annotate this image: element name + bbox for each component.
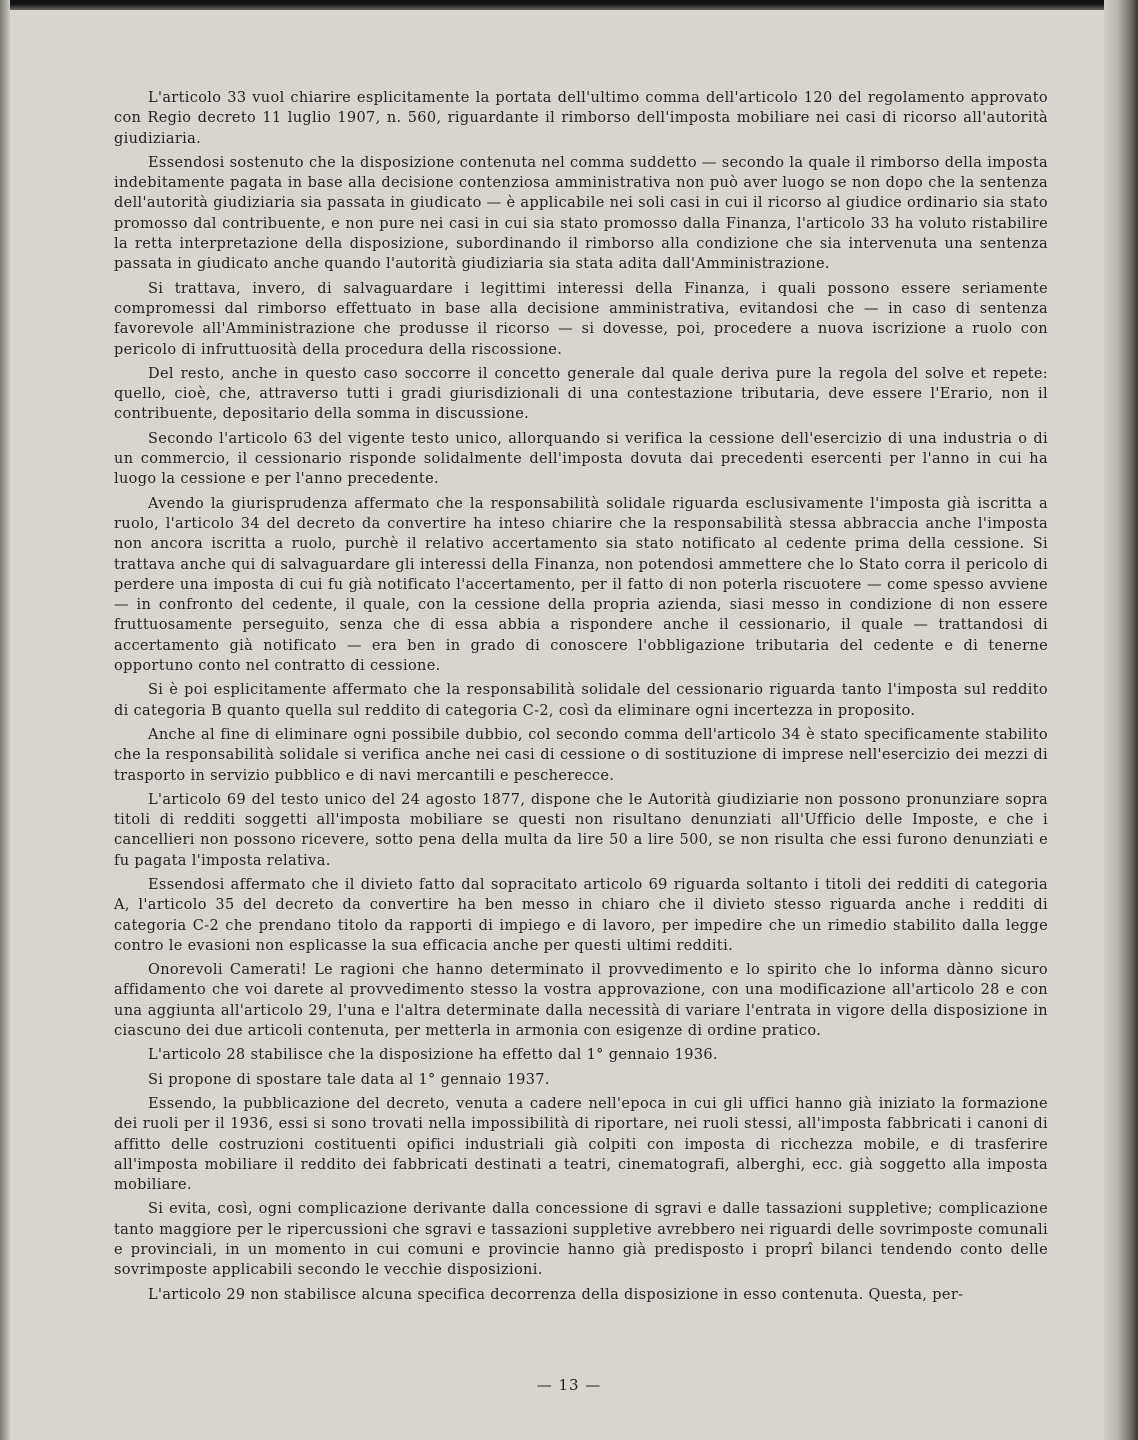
paragraph: L'articolo 33 vuol chiarire esplicitamente la portata dell'ultimo comma dell'articolo 120 del regolamento approvato con Regio decreto 11 luglio 1907, n. 560, riguardante il rimborso dell'imposta mobiliare nei casi di ricorso all'autorità giudiziaria. — [114, 90, 1048, 147]
paragraph: Si evita, così, ogni complicazione derivante dalla concessione di sgravi e dalle tassazioni suppletive; complicazione tanto maggiore per le ripercussioni che sgravi e tassazioni suppletive avrebbero nei riguardi delle sovrimposte comunali e provinciali, in un momento in cui comuni e provincie hanno già predisposto i proprî bilanci tendendo conto delle sovrimposte applicabili secondo le vecchie disposizioni. — [114, 1201, 1048, 1279]
paragraph: Secondo l'articolo 63 del vigente testo unico, allorquando si verifica la cessione dell'esercizio di una industria o di un commercio, il cessionario risponde solidalmente dell'imposta dovuta dai precedenti esercenti per l'anno in cui ha luogo la cessione e per l'anno precedente. — [114, 430, 1048, 488]
paragraph: Del resto, anche in questo caso soccorre il concetto generale dal quale deriva pure la regola del solve et repete: quello, cioè, che, attraverso tutti i gradi giurisdizionali di una contestazione tributaria, deve essere l'Erario, non il contribuente, depositario della somma in discussione. — [114, 365, 1048, 423]
page-number: — 13 — — [536, 1376, 602, 1394]
paragraph: Essendo, la pubblicazione del decreto, venuta a cadere nell'epoca in cui gli uffici hanno già iniziato la formazione dei ruoli per il 1936, essi si sono trovati nella impossibilità di riportare, nei ruoli stessi, all'imposta fabbricati i canoni di affitto delle costruzioni costituenti opifici industriali già colpiti con imposta di ricchezza mobile, e di trasferire all'imposta mobiliare il reddito dei fabbricati destinati a teatri, cinematografi, alberghi, ecc. già soggetto alla imposta mobiliare. — [114, 1095, 1048, 1194]
paragraph: L'articolo 29 non stabilisce alcuna specifica decorrenza della disposizione in esso contenuta. Questa, per- — [148, 1286, 964, 1303]
scan-left-edge — [0, 0, 10, 1440]
paragraph: L'articolo 28 stabilisce che la disposizione ha effetto dal 1° gennaio 1936. — [148, 1047, 718, 1064]
paragraph: Onorevoli Camerati! Le ragioni che hanno determinato il provvedimento e lo spirito che lo informa dànno sicuro affidamento che voi darete al provvedimento stesso la vostra approvazione, con una modificazione all'articolo 28 e con una aggiunta all'articolo 29, l'una e l'altra determinate dalla necessità di variare l'entrata in vigore della disposizione in ciascuno dei due articoli contenuta, per metterla in armonia con esigenze di ordine pratico. — [114, 962, 1048, 1040]
paragraph: Si trattava, invero, di salvaguardare i legittimi interessi della Finanza, i quali possono essere seriamente compromessi dal rimborso effettuato in base alla decisione amministrativa, evitandosi che — in caso di sentenza favorevole all'Amministrazione che produsse il ricorso — si dovesse, poi, procedere a nuova iscrizione a ruolo con pericolo di infruttuosità della procedura della riscossione. — [114, 280, 1048, 358]
paragraph: Essendosi sostenuto che la disposizione contenuta nel comma suddetto — secondo la quale il rimborso della imposta indebitamente pagata in base alla decisione contenziosa amministrativa non può aver luogo se non dopo che la sentenza dell'autorità giudiziaria sia passata in giudicato — è applicabile nei soli casi in cui il ricorso al giudice ordinario sia stato promosso dal contribuente, e non pure nei casi in cui sia stato promosso dalla Finanza, l'articolo 33 ha voluto ristabilire la retta interpretazione della disposizione, subordinando il rimborso alla condizione che sia intervenuta una sentenza passata in giudicato anche quando l'autorità giudiziaria sia stata adita dall'Amministrazione. — [114, 154, 1048, 273]
paragraph: Anche al fine di eliminare ogni possibile dubbio, col secondo comma dell'articolo 34 è stato specificamente stabilito che la responsabilità solidale si verifica anche nei casi di cessione o di sostituzione di imprese nell'esercizio dei mezzi di trasporto in servizio pubblico e di navi mercantili e pescherecce. — [114, 726, 1048, 784]
paragraph: Avendo la giurisprudenza affermato che la responsabilità solidale riguarda esclusivamente l'imposta già iscritta a ruolo, l'articolo 34 del decreto da convertire ha inteso chiarire che la responsabilità stessa abbraccia anche l'imposta non ancora iscritta a ruolo, purchè il relativo accertamento sia stato notificato al cedente prima della cessione. Si trattava anche qui di salvaguardare gli interessi della Finanza, non potendosi ammettere che lo Stato corra il pericolo di perdere una imposta di cui fu già notificato l'accertamento, per il fatto di non poterla riscuotere — come spesso avviene — in confronto del cedente, il quale, con la cessione della propria azienda, siasi messo in condizione di non essere fruttuosamente perseguito, senza che di essa abbia a rispondere anche il cessionario, il quale — trattandosi di accertamento già notificato — era ben in grado di conoscere l'obbligazione tributaria del cedente e di tenerne opportuno conto nel contratto di cessione. — [114, 495, 1048, 675]
scan-top-edge — [0, 0, 1138, 10]
paragraph: L'articolo 69 del testo unico del 24 agosto 1877, dispone che le Autorità giudiziarie non possono pronunziare sopra titoli di redditi soggetti all'imposta mobiliare se questi non risultano denunziati all'Ufficio delle Imposte, e che i cancellieri non possono ricevere, sotto pena della multa da lire 50 a lire 500, se non risulta che essi furono denunziati e fu pagata l'imposta relativa. — [114, 791, 1048, 869]
paragraph: Si propone di spostare tale data al 1° gennaio 1937. — [148, 1071, 550, 1088]
scan-right-edge — [1104, 0, 1138, 1440]
paragraph: Essendosi affermato che il divieto fatto dal sopracitato articolo 69 riguarda soltanto i titoli dei redditi di categoria A, l'articolo 35 del decreto da convertire ha ben messo in chiaro che il divieto stesso riguarda anche i redditi di categoria C-2 che prendano titolo da rapporti di impiego e di lavoro, per impedire che un rimedio stabilito dalla legge contro le evasioni non esplicasse la sua efficacia anche per questi ultimi redditi. — [114, 876, 1048, 954]
paragraph: Si è poi esplicitamente affermato che la responsabilità solidale del cessionario riguarda tanto l'imposta sul reddito di categoria B quanto quella sul reddito di categoria C-2, così da eliminare ogni incertezza in proposito. — [114, 682, 1048, 719]
body-text — [114, 88, 1048, 1309]
